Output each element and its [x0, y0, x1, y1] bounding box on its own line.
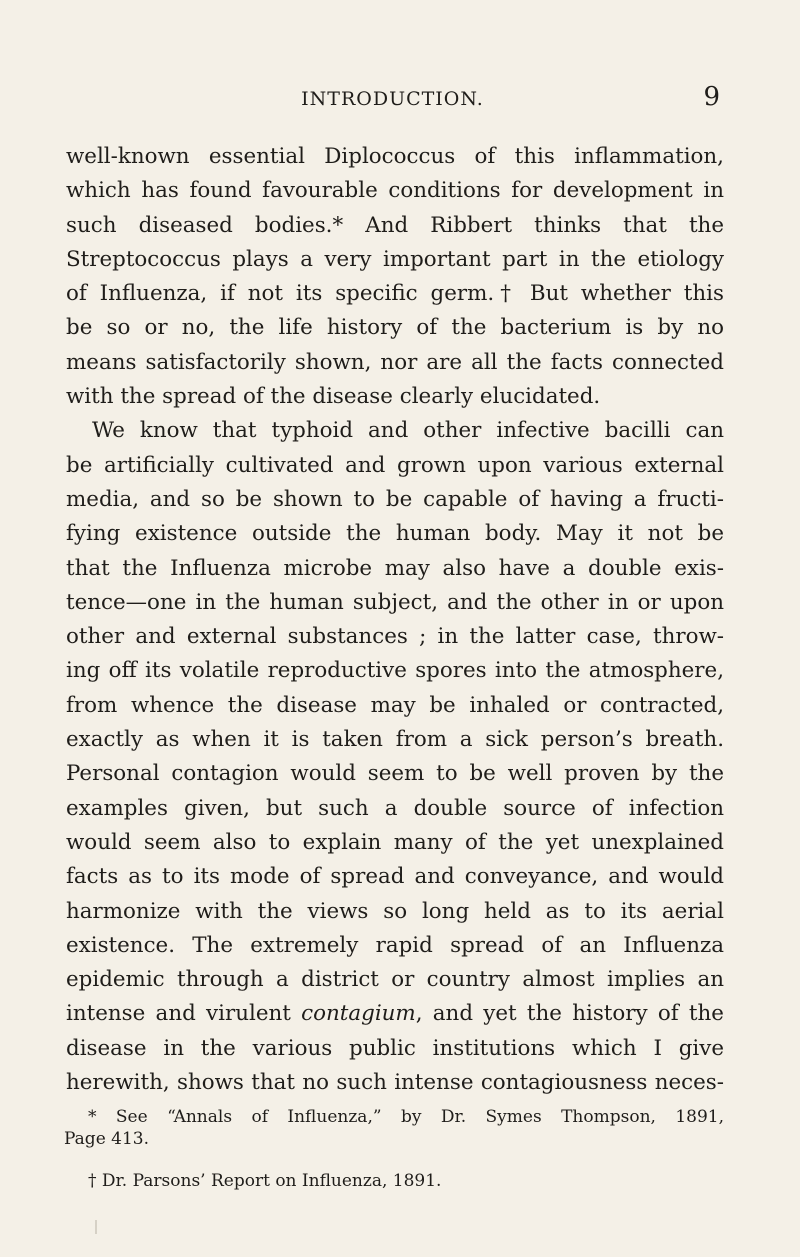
text-line: other and external substances ; in the latter case, throw- — [66, 624, 724, 650]
text-line: ing off its volatile reproductive spores into the atmosphere, — [66, 658, 724, 684]
text-line: disease in the various public institutions which I give — [66, 1035, 724, 1061]
text-line: well-known essential Diplococcus of this inflammation, — [66, 144, 724, 169]
text-line: from whence the disease may be inhaled or contracted, — [66, 692, 724, 718]
text-line: exactly as when it is taken from a sick person’s breath. — [66, 727, 724, 753]
running-title: INTRODUCTION. — [301, 88, 484, 110]
footnotes — [64, 1106, 724, 1192]
footnote-gap — [88, 1150, 724, 1170]
text-line: means satisfactorily shown, nor are all the facts connected — [66, 349, 724, 375]
footnote-1-line-1: * See “Annals of Influenza,” by Dr. Symes Thompson, 1891, — [88, 1107, 724, 1127]
text-segment: , and yet the history of the — [415, 1001, 724, 1027]
text-line: harmonize with the views so long held as to its aerial — [66, 898, 724, 924]
text-line: be so or no, the life history of the bacterium is by no — [66, 315, 724, 341]
body-text — [66, 140, 724, 1100]
text-line: Personal contagion would seem to be well proven by the — [66, 761, 724, 787]
text-line: that the Influenza microbe may also have a double exis- — [66, 555, 724, 581]
text-line: epidemic through a district or country almost implies an — [66, 967, 724, 993]
text-line: tence—one in the human subject, and the other in or upon — [66, 589, 724, 615]
paragraph-start-line: We know that typhoid and other infective bacilli can — [92, 418, 724, 444]
text-line-with-italic — [66, 997, 724, 1031]
text-line: with the spread of the disease clearly elucidated. — [66, 384, 601, 410]
text-line: herewith, shows that no such intense contagiousness neces- — [66, 1070, 724, 1096]
page-blemish — [95, 1220, 97, 1234]
footnote-2: † Dr. Parsons’ Report on Influenza, 1891. — [88, 1171, 442, 1191]
text-line: fying existence outside the human body. May it not be — [66, 521, 724, 547]
text-line: of Influenza, if not its specific germ.† But whether this — [66, 281, 724, 307]
italic-word: contagium — [301, 1001, 416, 1027]
running-head — [65, 82, 720, 116]
text-line: be artificially cultivated and grown upon various external — [66, 452, 724, 478]
page-number: 9 — [703, 82, 720, 112]
text-line: existence. The extremely rapid spread of an Influenza — [66, 932, 724, 958]
footnote-1-line-2: Page 413. — [64, 1129, 150, 1149]
text-line: examples given, but such a double source of infection — [66, 795, 724, 821]
text-segment: intense and virulent — [66, 1001, 291, 1027]
text-line: would seem also to explain many of the yet unexplained — [66, 829, 724, 855]
text-line: Streptococcus plays a very important part in the etiology — [66, 246, 724, 272]
text-line: such diseased bodies.* And Ribbert thinks that the — [66, 212, 724, 238]
text-line: media, and so be shown to be capable of having a fructi- — [66, 486, 724, 512]
text-line: facts as to its mode of spread and conveyance, and would — [66, 864, 724, 890]
text-line: which has found favourable conditions for development in — [66, 178, 724, 204]
